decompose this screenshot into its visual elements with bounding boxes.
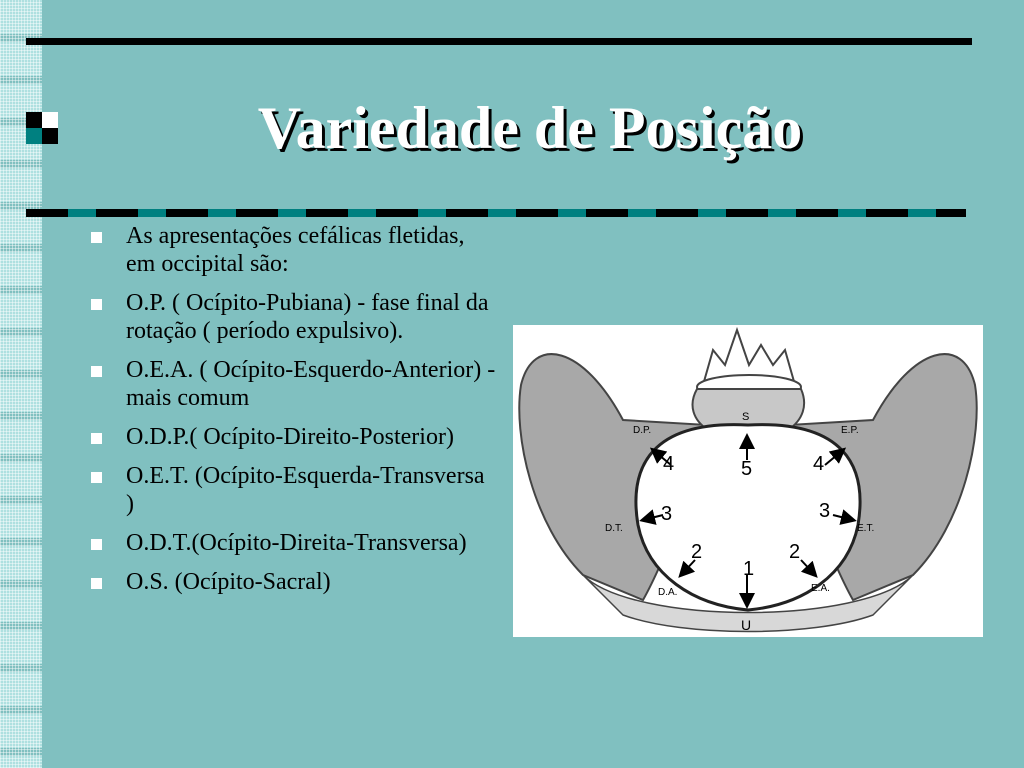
number-4-left: 4 <box>663 453 675 475</box>
list-item <box>86 289 496 345</box>
number-5: 5 <box>741 458 753 480</box>
label-sacrum: S <box>742 411 750 423</box>
label-et: E.T. <box>857 523 875 534</box>
list-item <box>86 356 496 412</box>
pelvis-diagram <box>513 325 983 637</box>
label-da: D.A. <box>658 587 678 598</box>
top-divider <box>26 38 972 45</box>
number-1: 1 <box>743 558 755 580</box>
pelvis-illustration <box>513 325 983 637</box>
number-4-right: 4 <box>813 453 825 475</box>
list-item-text: O.E.A. ( Ocípito-Esquerdo-Anterior) - mais comum <box>126 357 496 411</box>
label-dt: D.T. <box>605 523 623 534</box>
slide-title: Variedade de Posição <box>257 95 803 161</box>
list-item-text: As apresentações cefálicas fletidas, em occipital são: <box>126 223 465 277</box>
bullet-list <box>86 222 496 607</box>
label-pubis: U <box>741 617 752 633</box>
square-bullet-icon <box>91 299 102 310</box>
list-item <box>86 222 496 278</box>
list-item-text: O.D.T.(Ocípito-Direita-Transversa) <box>126 530 467 556</box>
number-2-right: 2 <box>789 541 801 563</box>
square-bullet-icon <box>91 539 102 550</box>
number-3-left: 3 <box>661 503 673 525</box>
square-bullet-icon <box>91 578 102 589</box>
label-ep: E.P. <box>841 425 859 436</box>
list-item-text: O.S. (Ocípito-Sacral) <box>126 569 331 595</box>
list-item <box>86 423 496 451</box>
list-item-text: O.D.P.( Ocípito-Direito-Posterior) <box>126 424 454 450</box>
square-bullet-icon <box>91 433 102 444</box>
title-bullet-icon <box>26 112 58 144</box>
label-ea: E.A. <box>811 583 830 594</box>
list-item-text: O.E.T. (Ocípito-Esquerda-Transversa ) <box>126 463 485 517</box>
number-2-left: 2 <box>691 541 703 563</box>
label-dp: D.P. <box>633 425 652 436</box>
square-bullet-icon <box>91 472 102 483</box>
list-item <box>86 529 496 557</box>
number-3-right: 3 <box>819 500 831 522</box>
list-item-text: O.P. ( Ocípito-Pubiana) - fase final da rotação ( período expulsivo). <box>126 290 489 344</box>
list-item <box>86 568 496 596</box>
dashed-divider <box>26 209 966 217</box>
square-bullet-icon <box>91 366 102 377</box>
square-bullet-icon <box>91 232 102 243</box>
list-item <box>86 462 496 518</box>
